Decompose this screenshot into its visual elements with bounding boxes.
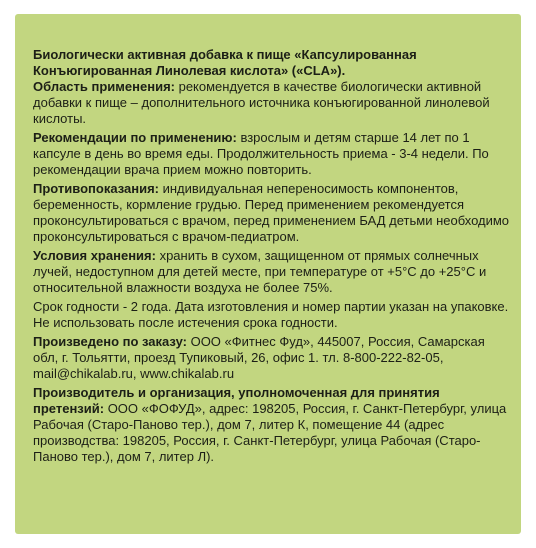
usage-paragraph (33, 130, 513, 178)
usage-heading: Рекомендации по применению: (33, 130, 237, 145)
usage-text: взрослым и детям старше 14 лет по 1 капсуле в день во время еды. Продолжительность приема - 3-4 недели. По рекомендации врача прием можно повторить. (33, 130, 489, 177)
manufacturer-text: ООО «ФОФУД», адрес: 198205, Россия, г. Санкт-Петербург, улица Рабочая (Старо-Паново тер.), дом 7, литер К, помещение 44 (адрес производства: 198205, Россия, г. Санкт-Петербург, улица Рабочая (Старо-Паново тер.), дом 7, литер Л). (33, 401, 507, 464)
manufacturer-paragraph (33, 385, 513, 465)
contraindications-heading: Противопоказания: (33, 181, 159, 196)
contraindications-text: индивидуальная непереносимость компонентов, беременность, кормление грудью. Перед применением рекомендуется проконсультироваться с врачом, перед применением БАД детьми необходимо проконсультироваться с врачом-педиатром. (33, 181, 510, 244)
storage-text: хранить в сухом, защищенном от прямых солнечных лучей, недоступном для детей месте, при температуре от +5°С до +25°С и относительной влажности воздуха не более 75%. (33, 248, 487, 295)
storage-heading: Условия хранения: (33, 248, 156, 263)
shelf-life-paragraph (33, 299, 513, 331)
manufacturer-heading: Производитель и организация, уполномоченная для принятия претензий: (33, 385, 440, 416)
scope-paragraph (33, 79, 513, 127)
label-text-block (33, 47, 513, 468)
product-title: Биологически активная добавка к пище «Капсулированная Конъюгированная Линолевая кислота» («CLA»). (33, 47, 417, 78)
product-title-paragraph (33, 47, 513, 79)
ordered-by-text: ООО «Фитнес Фуд», 445007, Россия, Самарская обл, г. Тольятти, проезд Тупиковый, 26, офис 1. тл. 8-800-222-82-05, mail@chikalab.ru, www.chikalab.ru (33, 334, 485, 381)
scope-heading: Область применения: (33, 79, 175, 94)
ordered-by-heading: Произведено по заказу: (33, 334, 187, 349)
ordered-by-paragraph (33, 334, 513, 382)
contraindications-paragraph (33, 181, 513, 245)
scope-text: рекомендуется в качестве биологически активной добавки к пище – дополнительного источника конъюгированной линолевой кислоты. (33, 79, 490, 126)
shelf-life-text: Срок годности - 2 года. Дата изготовления и номер партии указан на упаковке. Не использовать после истечения срока годности. (33, 299, 509, 330)
storage-paragraph (33, 248, 513, 296)
